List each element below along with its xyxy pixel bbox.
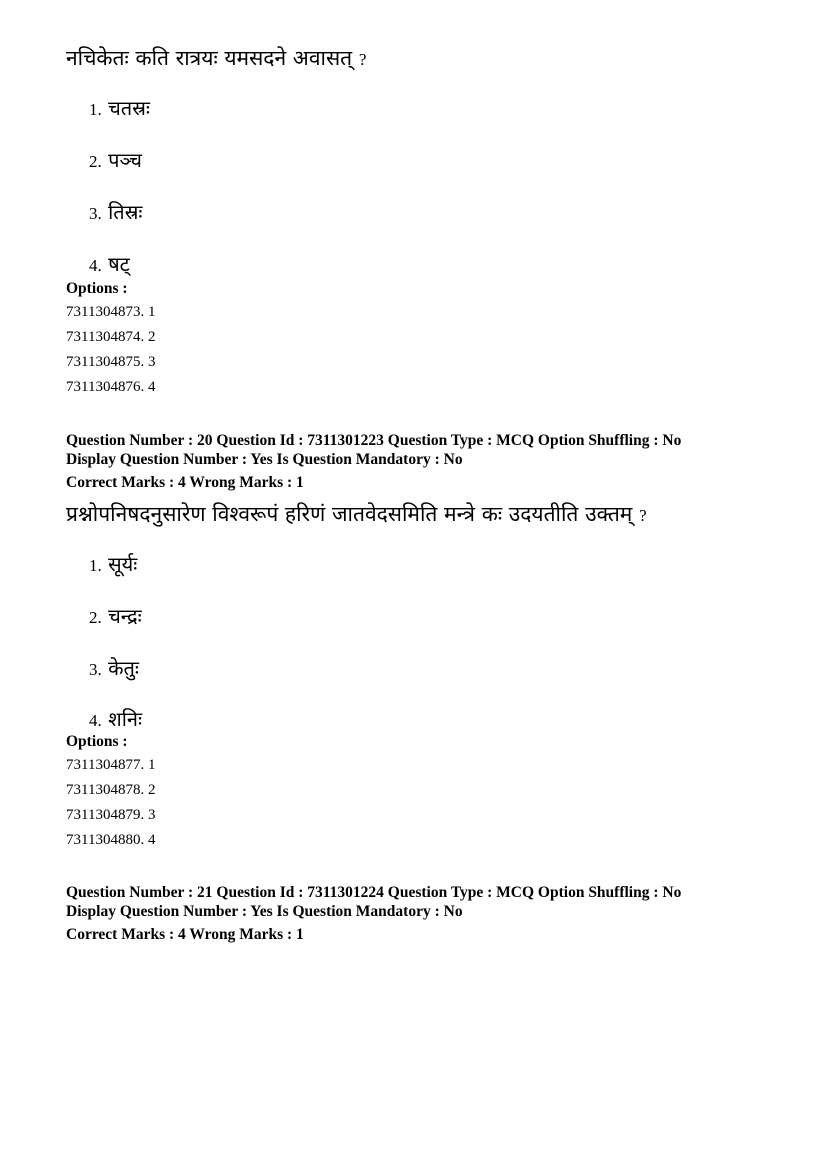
choice-number: 1.	[89, 556, 102, 575]
choice-text: तिस्रः	[108, 200, 143, 224]
question-meta-line: Display Question Number : Yes Is Question Mandatory : No	[66, 903, 463, 920]
choice-number: 2.	[89, 152, 102, 171]
option-row: 7311304877. 1	[66, 757, 156, 773]
option-row: 7311304878. 2	[66, 782, 156, 798]
option-row: 7311304875. 3	[66, 354, 156, 370]
marks-line: Correct Marks : 4 Wrong Marks : 1	[66, 926, 304, 943]
choice-item	[89, 654, 139, 681]
choice-item	[89, 146, 142, 173]
choice-number: 1.	[89, 100, 102, 119]
question-meta-line: Question Number : 21 Question Id : 7311301224 Question Type : MCQ Option Shuffling : No	[66, 884, 682, 901]
choice-number: 2.	[89, 608, 102, 627]
choice-item	[89, 550, 137, 577]
option-row: 7311304876. 4	[66, 379, 156, 395]
choice-item	[89, 602, 142, 629]
question-text	[66, 44, 366, 72]
choice-number: 3.	[89, 204, 102, 223]
option-row: 7311304880. 4	[66, 832, 156, 848]
question-text	[66, 500, 647, 528]
choice-number: 4.	[89, 256, 102, 275]
question-meta-line: Question Number : 20 Question Id : 7311301223 Question Type : MCQ Option Shuffling : No	[66, 432, 682, 449]
marks-line: Correct Marks : 4 Wrong Marks : 1	[66, 474, 304, 491]
choice-number: 3.	[89, 660, 102, 679]
choice-text: सूर्यः	[108, 552, 138, 576]
options-label: Options :	[66, 733, 128, 750]
question-mark: ?	[358, 50, 367, 69]
options-label: Options :	[66, 280, 128, 297]
choice-number: 4.	[89, 711, 102, 730]
choice-item	[89, 250, 130, 277]
question-meta-line: Display Question Number : Yes Is Question Mandatory : No	[66, 451, 463, 468]
choice-text: शनिः	[108, 707, 143, 731]
choice-item	[89, 198, 142, 225]
choice-text: षट्	[108, 252, 130, 276]
choice-text: चन्द्रः	[108, 604, 142, 628]
question-text-body: नचिकेतः कति रात्रयः यमसदने अवासत्	[66, 46, 353, 70]
choice-item	[89, 94, 150, 121]
choice-text: चतस्रः	[108, 96, 150, 120]
option-row: 7311304874. 2	[66, 329, 156, 345]
option-row: 7311304879. 3	[66, 807, 156, 823]
choice-text: पञ्च	[108, 148, 142, 172]
option-row: 7311304873. 1	[66, 304, 156, 320]
question-mark: ?	[639, 506, 647, 525]
choice-text: केतुः	[108, 656, 139, 680]
question-text-body: प्रश्नोपनिषदनुसारेण विश्वरूपं हरिणं जातवेदसमिति मन्त्रे कः उदयतीति उक्तम्	[66, 502, 633, 526]
choice-item	[89, 705, 142, 732]
